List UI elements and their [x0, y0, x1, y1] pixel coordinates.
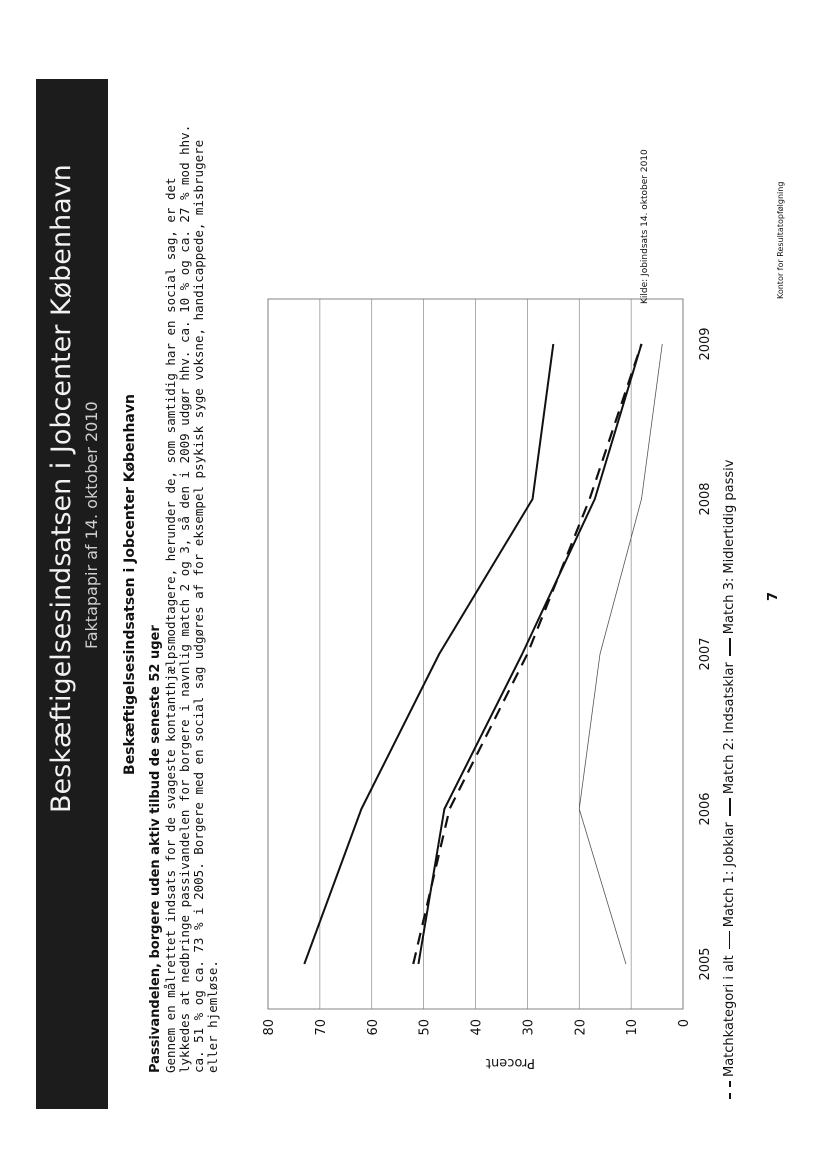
x-tick-label: 2006	[698, 792, 713, 826]
legend-swatch-solid	[729, 798, 731, 816]
y-tick-label: 70	[313, 1019, 329, 1036]
x-tick-label: 2005	[698, 947, 713, 981]
legend-label: Match 3: Midlertidig passiv	[722, 459, 737, 635]
body-paragraph: Gennem en målrettet indsats for de svageste kontanthjælpsmodtagere, herunder de, som samtidig har en social sag, er det lykkedes at nedbringe passivandelen for borgere i navnlig match 2 og 3, så den i 2009 udgør hhv. ca. 10 % og ca. 27 % mod hhv. ca. 51 % og ca. 73 % i 2005. Borgere med en social sag udgøres af for eksempel psykisk syge voksne, handicappede, misbrugere eller hjemløse.	[163, 124, 220, 1073]
legend-item-match3	[722, 460, 737, 657]
office-footer: Kontor for Resultatopfølgning	[776, 181, 785, 299]
legend-swatch-solid	[729, 638, 731, 656]
y-tick-label: 80	[262, 1019, 277, 1036]
legend-label: Matchkategori i alt	[722, 955, 737, 1077]
y-tick-label: 50	[417, 1019, 433, 1036]
legend-swatch-thin	[729, 931, 730, 949]
section-heading: Beskæftigelsesindsatsen i Jobcenter København	[122, 394, 138, 775]
x-tick-label: 2008	[698, 482, 713, 516]
banner-subtitle: Faktapapir af 14. oktober 2010	[82, 401, 101, 649]
y-tick-label: 40	[469, 1019, 485, 1036]
y-tick-label: 10	[625, 1019, 641, 1036]
legend-label: Match 1: Jobklar	[722, 822, 737, 928]
x-tick-label: 2009	[698, 327, 713, 361]
legend-item-match1	[722, 822, 737, 949]
series-line-3	[418, 344, 641, 964]
y-axis-label: Procent	[485, 1055, 536, 1070]
banner-title: Beskæftigelsesindsatsen i Jobcenter København	[46, 164, 77, 813]
y-tick-label: 60	[365, 1019, 381, 1036]
x-tick-label: 2007	[698, 637, 713, 671]
series-line-4	[304, 344, 553, 964]
chart-legend	[722, 460, 737, 1099]
page-number: 7	[766, 591, 781, 601]
source-note: Kilde: Jobindsats 14. oktober 2010	[640, 149, 650, 304]
y-tick-label: 20	[573, 1019, 589, 1036]
legend-swatch-dashed	[729, 1081, 731, 1099]
series-line-2	[579, 344, 662, 964]
legend-item-match2	[722, 662, 737, 816]
chart-subheading: Passivandelen, borgere uden aktiv tilbud de seneste 52 uger	[148, 625, 163, 1073]
y-tick-label: 30	[521, 1019, 537, 1036]
y-tick-label: 0	[677, 1019, 692, 1028]
legend-label: Match 2: Indsatsklar	[722, 662, 737, 795]
legend-item-total	[722, 955, 737, 1099]
